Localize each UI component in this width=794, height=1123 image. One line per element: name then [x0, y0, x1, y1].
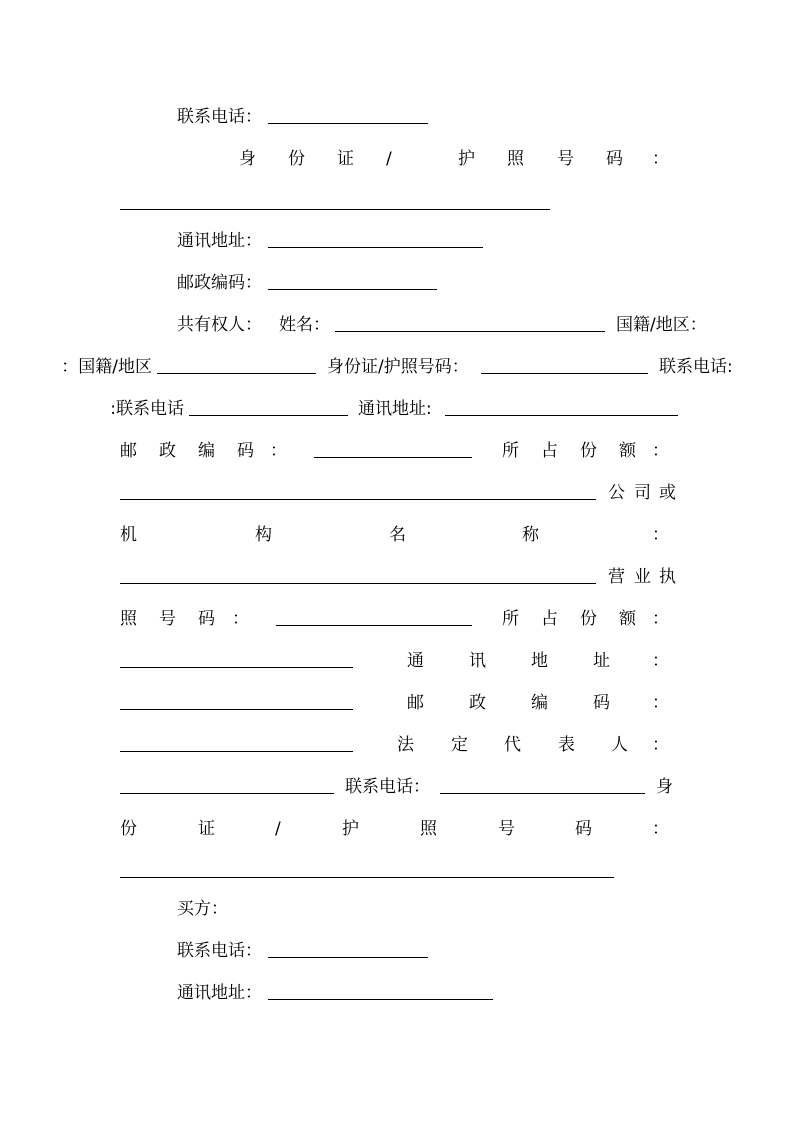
label-char: 护: [342, 819, 359, 839]
label-char: 或: [659, 483, 676, 503]
label-char: ：: [232, 609, 249, 629]
label-char: ：: [270, 441, 287, 461]
label-char: 执: [659, 567, 676, 587]
label-char: ：: [652, 441, 669, 461]
phone-field[interactable]: [440, 793, 645, 794]
co-owner-region-id-row: [0, 348, 794, 390]
label-char: 司: [634, 483, 651, 503]
label-char: 定: [451, 735, 468, 755]
postal-label: 邮政编码：: [177, 273, 262, 293]
share-field[interactable]: [120, 499, 596, 500]
company-name-label-row-2: [0, 516, 794, 558]
company-legal-rep-row: [0, 726, 794, 768]
label-char: 照: [420, 819, 437, 839]
label-char: 构: [255, 525, 272, 545]
label-char: 机: [120, 525, 137, 545]
company-id-field-row: [0, 852, 794, 894]
address-field[interactable]: [445, 415, 678, 416]
label-char: 照: [507, 149, 524, 169]
name-field[interactable]: [335, 331, 605, 332]
label-char: 业: [634, 567, 651, 587]
buyer-phone-row: [0, 932, 794, 974]
label-char: 地: [531, 651, 548, 671]
label-char: ：: [652, 149, 669, 169]
label-char: 额: [619, 609, 636, 629]
phone-label-tail: 联系电话:: [110, 399, 184, 419]
label-char: 址: [593, 651, 610, 671]
label-char: ：: [652, 819, 669, 839]
co-owner-name-row: [0, 306, 794, 348]
address-field[interactable]: [120, 709, 353, 710]
buyer-title: 买方：: [177, 899, 228, 919]
label-char: 表: [558, 735, 575, 755]
nationality-label: 国籍/地区：: [616, 315, 707, 335]
label-char: 份: [120, 819, 137, 839]
label-char: 身: [239, 149, 256, 169]
label-char: 占: [541, 441, 558, 461]
label-char: 邮: [120, 441, 137, 461]
label-char: 证: [198, 819, 215, 839]
nationality-label-tail: 国籍/地区：: [61, 357, 152, 377]
company-postal-row: [0, 684, 794, 726]
address-field[interactable]: [268, 247, 483, 248]
label-char: 称: [522, 525, 539, 545]
label-char: 号: [159, 609, 176, 629]
company-name-label-row: [0, 474, 794, 516]
label-char: 码: [593, 693, 610, 713]
label-char: 法: [397, 735, 414, 755]
company-license-share-row: [0, 600, 794, 642]
label-char: 代: [504, 735, 521, 755]
phone-label-head: 联系电话:: [659, 357, 733, 377]
phone-field[interactable]: [189, 415, 348, 416]
label-char: 码: [237, 441, 254, 461]
label-char: 证: [337, 149, 354, 169]
address-label: 通讯地址：: [177, 231, 262, 251]
label-char: /: [386, 149, 392, 169]
seller-phone-row: [0, 98, 794, 140]
label-char: 份: [288, 149, 305, 169]
co-owner-label: 共有权人：: [177, 315, 262, 335]
address-label: 通讯地址:: [358, 399, 432, 419]
label-char: 码: [606, 149, 623, 169]
seller-postal-row: [0, 264, 794, 306]
label-char: 名: [389, 525, 406, 545]
nationality-field[interactable]: [157, 373, 316, 374]
label-char: 通: [407, 651, 424, 671]
phone-label: 联系电话：: [345, 777, 430, 797]
label-char: 编: [531, 693, 548, 713]
label-char: 公: [608, 483, 625, 503]
phone-label: 联系电话：: [177, 107, 262, 127]
company-id-label-row: [0, 810, 794, 852]
label-char: 政: [469, 693, 486, 713]
company-address-row: [0, 642, 794, 684]
phone-field[interactable]: [268, 123, 428, 124]
co-owner-phone-address-row: [0, 390, 794, 432]
legal-rep-field[interactable]: [120, 793, 334, 794]
label-char: ：: [652, 525, 669, 545]
seller-id-field-row: [0, 184, 794, 226]
label-char: 所: [502, 609, 519, 629]
label-char: ：: [652, 693, 669, 713]
label-char: 讯: [469, 651, 486, 671]
label-char: 身: [656, 777, 673, 797]
id-number-field[interactable]: [120, 877, 614, 878]
label-char: 码: [575, 819, 592, 839]
address-label: 通讯地址：: [177, 983, 262, 1003]
label-char: 占: [541, 609, 558, 629]
label-char: ：: [652, 651, 669, 671]
label-char: 号: [557, 149, 574, 169]
label-char: 政: [159, 441, 176, 461]
company-name-field[interactable]: [120, 583, 596, 584]
share-field[interactable]: [120, 667, 353, 668]
buyer-title-row: [0, 890, 794, 932]
label-char: 份: [580, 441, 597, 461]
buyer-address-row: [0, 974, 794, 1016]
address-field[interactable]: [268, 999, 493, 1000]
company-license-label-row: [0, 558, 794, 600]
label-char: 人: [611, 735, 628, 755]
id-number-field[interactable]: [481, 373, 648, 374]
id-number-field[interactable]: [120, 209, 550, 210]
label-char: 照: [120, 609, 137, 629]
postal-field[interactable]: [120, 751, 353, 752]
label-char: 号: [498, 819, 515, 839]
seller-id-label-row: [0, 140, 794, 182]
license-number-field[interactable]: [276, 625, 472, 626]
label-char: ：: [652, 609, 669, 629]
label-char: 编: [198, 441, 215, 461]
phone-label: 联系电话：: [177, 941, 262, 961]
phone-field[interactable]: [268, 957, 428, 958]
label-char: 份: [580, 609, 597, 629]
co-owner-postal-share-row: [0, 432, 794, 474]
label-char: 营: [608, 567, 625, 587]
label-char: 邮: [407, 693, 424, 713]
postal-field[interactable]: [314, 457, 472, 458]
label-char: 码: [198, 609, 215, 629]
label-char: 护: [458, 149, 475, 169]
company-phone-row: [0, 768, 794, 810]
label-char: 所: [502, 441, 519, 461]
label-char: ：: [652, 735, 669, 755]
postal-field[interactable]: [268, 289, 437, 290]
seller-address-row: [0, 222, 794, 264]
id-label: 身份证/护照号码：: [327, 357, 469, 377]
label-char: /: [275, 819, 281, 839]
label-char: 额: [619, 441, 636, 461]
name-label: 姓名：: [279, 315, 330, 335]
